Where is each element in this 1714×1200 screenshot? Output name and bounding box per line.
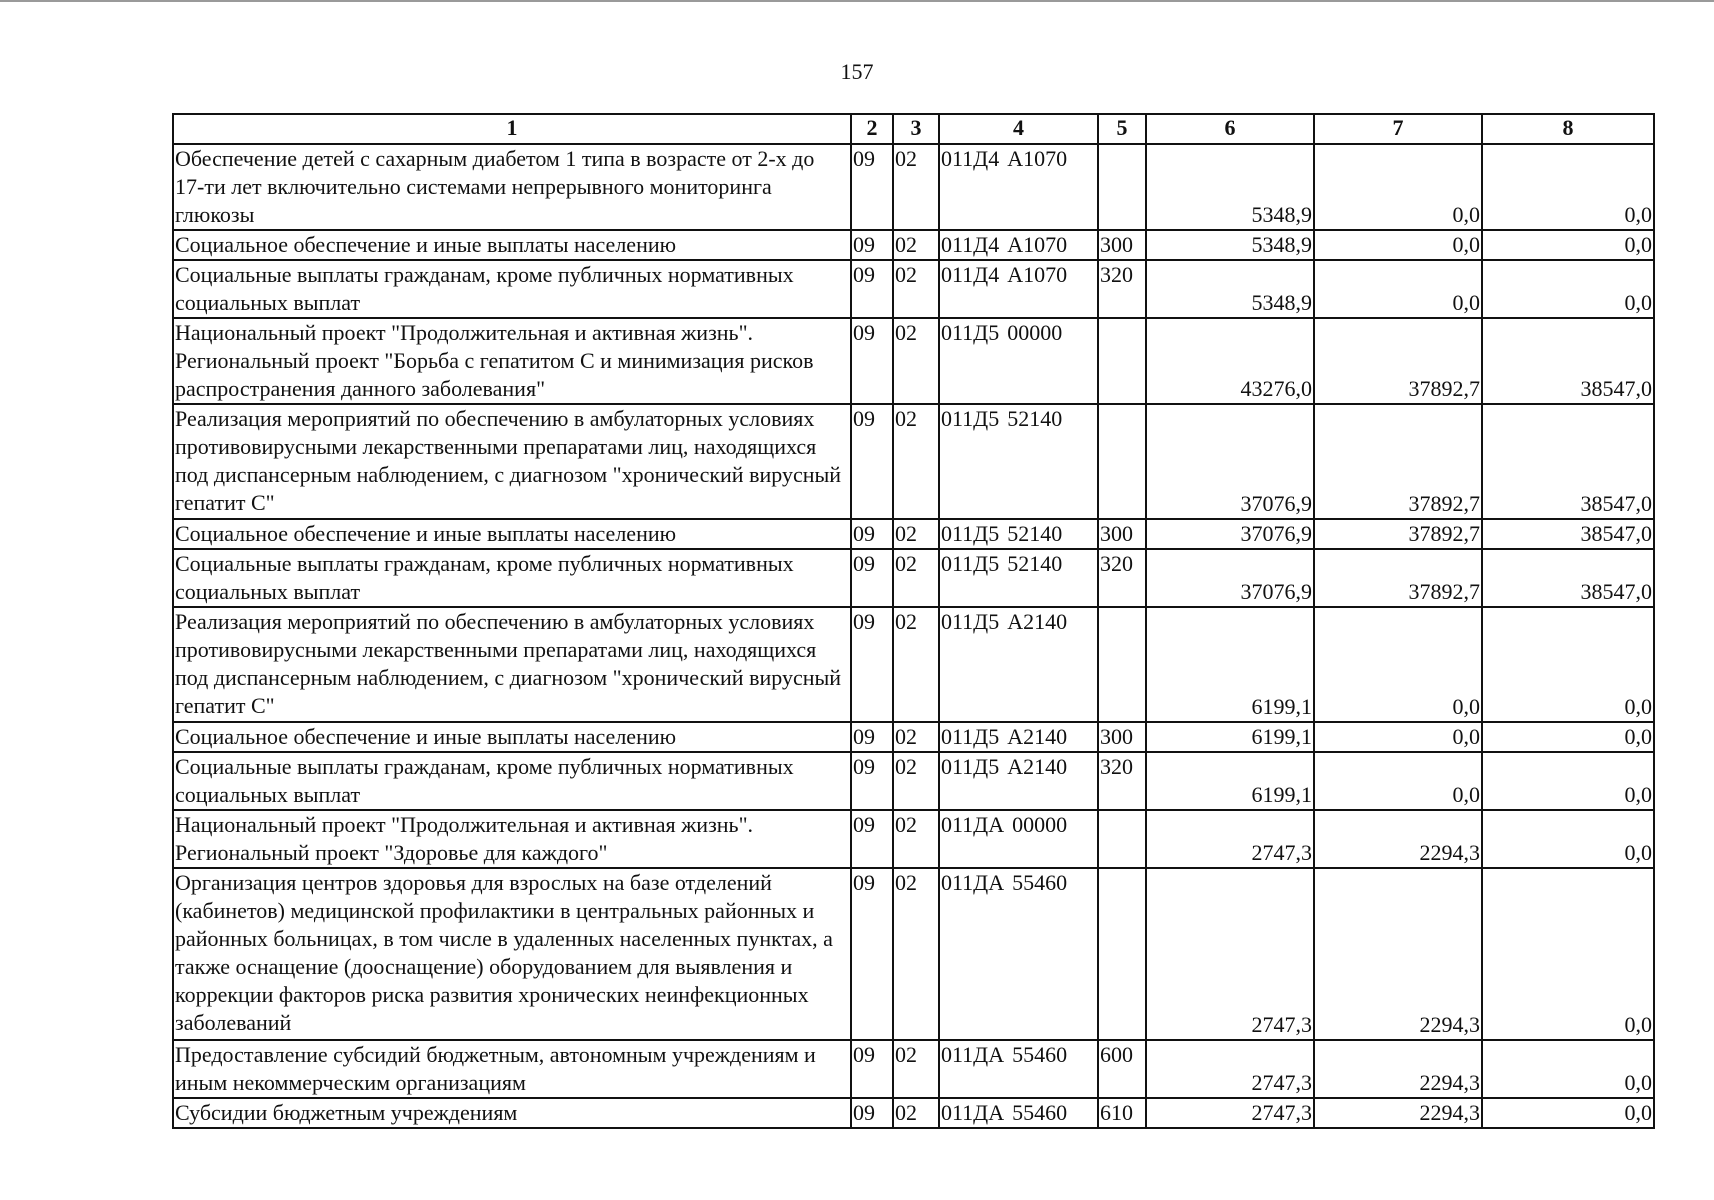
row-expense-type-code (1098, 318, 1146, 404)
row-amount-col8: 38547,0 (1482, 404, 1654, 519)
row-amount-col7: 2294,3 (1314, 1040, 1482, 1098)
target-article-program-code: 011Д4 (941, 262, 1000, 287)
table-row (173, 607, 1654, 722)
target-article-direction-code: 00000 (1007, 320, 1063, 345)
table-row (173, 1098, 1654, 1128)
row-expense-type-code: 300 (1098, 722, 1146, 752)
target-article-program-code: 011ДА (941, 1042, 1005, 1067)
row-name-cell: Социальные выплаты гражданам, кроме публичных нормативных социальных выплат (173, 549, 851, 607)
row-subsection-code: 02 (893, 607, 939, 722)
table-row (173, 519, 1654, 549)
row-target-article-code (939, 519, 1098, 549)
target-article-direction-code: А1070 (1007, 146, 1068, 171)
row-amount-col6: 37076,9 (1146, 404, 1314, 519)
row-target-article-code (939, 318, 1098, 404)
row-target-article-code (939, 722, 1098, 752)
table-row (173, 404, 1654, 519)
table-row (173, 810, 1654, 868)
row-subsection-code: 02 (893, 519, 939, 549)
table-header (173, 114, 1654, 144)
target-article-direction-code: А1070 (1007, 232, 1068, 257)
row-amount-col7: 37892,7 (1314, 519, 1482, 549)
row-name-cell: Социальные выплаты гражданам, кроме публичных нормативных социальных выплат (173, 752, 851, 810)
header-cell-2: 2 (851, 114, 893, 144)
scan-edge-line (0, 0, 1714, 2)
row-subsection-code: 02 (893, 1098, 939, 1128)
header-cell-5: 5 (1098, 114, 1146, 144)
row-amount-col6: 2747,3 (1146, 810, 1314, 868)
row-section-code: 09 (851, 607, 893, 722)
row-target-article-code (939, 752, 1098, 810)
row-name-cell: Национальный проект "Продолжительная и активная жизнь". Региональный проект "Борьба с гепатитом С и минимизация рисков распространения данного заболевания" (173, 318, 851, 404)
row-amount-col7: 0,0 (1314, 230, 1482, 260)
row-amount-col7: 0,0 (1314, 607, 1482, 722)
row-subsection-code: 02 (893, 230, 939, 260)
row-name-cell: Субсидии бюджетным учреждениям (173, 1098, 851, 1128)
row-amount-col8: 38547,0 (1482, 318, 1654, 404)
row-name-cell: Реализация мероприятий по обеспечению в амбулаторных условиях противовирусными лекарственными препаратами лиц, находящихся под диспансерным наблюдением, с диагнозом "хронический вирусный гепатит С" (173, 607, 851, 722)
table-row (173, 868, 1654, 1040)
row-section-code: 09 (851, 260, 893, 318)
row-expense-type-code: 300 (1098, 519, 1146, 549)
row-expense-type-code (1098, 404, 1146, 519)
row-section-code: 09 (851, 752, 893, 810)
row-amount-col8: 0,0 (1482, 810, 1654, 868)
row-amount-col8: 0,0 (1482, 144, 1654, 230)
row-expense-type-code: 600 (1098, 1040, 1146, 1098)
header-cell-8: 8 (1482, 114, 1654, 144)
row-name-cell: Предоставление субсидий бюджетным, автономным учреждениям и иным некоммерческим организациям (173, 1040, 851, 1098)
row-amount-col7: 0,0 (1314, 752, 1482, 810)
row-subsection-code: 02 (893, 868, 939, 1040)
target-article-direction-code: А2140 (1007, 724, 1068, 749)
row-amount-col6: 6199,1 (1146, 752, 1314, 810)
row-expense-type-code: 610 (1098, 1098, 1146, 1128)
row-amount-col6: 2747,3 (1146, 1098, 1314, 1128)
row-expense-type-code: 320 (1098, 549, 1146, 607)
row-section-code: 09 (851, 868, 893, 1040)
target-article-direction-code: 55460 (1012, 1100, 1068, 1125)
row-subsection-code: 02 (893, 1040, 939, 1098)
row-name-cell: Социальное обеспечение и иные выплаты населению (173, 230, 851, 260)
row-target-article-code (939, 404, 1098, 519)
row-amount-col6: 5348,9 (1146, 230, 1314, 260)
target-article-program-code: 011Д5 (941, 521, 1000, 546)
header-cell-7: 7 (1314, 114, 1482, 144)
row-subsection-code: 02 (893, 722, 939, 752)
row-amount-col8: 0,0 (1482, 230, 1654, 260)
row-subsection-code: 02 (893, 549, 939, 607)
row-amount-col6: 6199,1 (1146, 607, 1314, 722)
target-article-direction-code: А2140 (1007, 609, 1068, 634)
table-row (173, 549, 1654, 607)
target-article-direction-code: 55460 (1012, 1042, 1068, 1067)
row-name-cell: Социальные выплаты гражданам, кроме публичных нормативных социальных выплат (173, 260, 851, 318)
row-name-cell: Социальное обеспечение и иные выплаты населению (173, 722, 851, 752)
row-amount-col8: 38547,0 (1482, 519, 1654, 549)
row-subsection-code: 02 (893, 752, 939, 810)
row-amount-col7: 37892,7 (1314, 318, 1482, 404)
row-target-article-code (939, 549, 1098, 607)
row-target-article-code (939, 230, 1098, 260)
table-row (173, 752, 1654, 810)
row-name-cell: Социальное обеспечение и иные выплаты населению (173, 519, 851, 549)
budget-table (172, 113, 1655, 1129)
row-amount-col7: 0,0 (1314, 722, 1482, 752)
target-article-program-code: 011ДА (941, 812, 1005, 837)
row-target-article-code (939, 144, 1098, 230)
target-article-direction-code: 52140 (1007, 521, 1063, 546)
row-subsection-code: 02 (893, 260, 939, 318)
row-name-cell: Организация центров здоровья для взрослых на базе отделений (кабинетов) медицинской профилактики в центральных районных и районных больницах, в том числе в удаленных населенных пунктах, а также оснащение (дооснащение) оборудованием для выявления и коррекции факторов риска развития хронических неинфекционных заболеваний (173, 868, 851, 1040)
target-article-direction-code: 52140 (1007, 406, 1063, 431)
row-amount-col6: 43276,0 (1146, 318, 1314, 404)
row-section-code: 09 (851, 519, 893, 549)
row-expense-type-code: 300 (1098, 230, 1146, 260)
row-amount-col8: 0,0 (1482, 260, 1654, 318)
row-section-code: 09 (851, 144, 893, 230)
header-cell-3: 3 (893, 114, 939, 144)
row-subsection-code: 02 (893, 318, 939, 404)
row-name-cell: Обеспечение детей с сахарным диабетом 1 типа в возрасте от 2-х до 17-ти лет включительно системами непрерывного мониторинга глюкозы (173, 144, 851, 230)
row-subsection-code: 02 (893, 144, 939, 230)
row-target-article-code (939, 260, 1098, 318)
row-amount-col6: 5348,9 (1146, 144, 1314, 230)
row-target-article-code (939, 1098, 1098, 1128)
row-amount-col7: 2294,3 (1314, 868, 1482, 1040)
row-expense-type-code (1098, 810, 1146, 868)
row-expense-type-code: 320 (1098, 260, 1146, 318)
row-section-code: 09 (851, 404, 893, 519)
target-article-direction-code: 52140 (1007, 551, 1063, 576)
target-article-program-code: 011Д5 (941, 724, 1000, 749)
row-section-code: 09 (851, 1098, 893, 1128)
target-article-program-code: 011Д5 (941, 406, 1000, 431)
table-row (173, 230, 1654, 260)
row-amount-col6: 2747,3 (1146, 1040, 1314, 1098)
target-article-direction-code: А1070 (1007, 262, 1068, 287)
header-cell-6: 6 (1146, 114, 1314, 144)
table-row (173, 260, 1654, 318)
target-article-program-code: 011Д4 (941, 232, 1000, 257)
row-section-code: 09 (851, 722, 893, 752)
row-amount-col6: 37076,9 (1146, 549, 1314, 607)
target-article-program-code: 011ДА (941, 870, 1005, 895)
row-amount-col8: 0,0 (1482, 722, 1654, 752)
row-expense-type-code (1098, 144, 1146, 230)
row-target-article-code (939, 810, 1098, 868)
row-amount-col8: 0,0 (1482, 1098, 1654, 1128)
row-amount-col6: 5348,9 (1146, 260, 1314, 318)
target-article-direction-code: 00000 (1012, 812, 1068, 837)
table-row (173, 722, 1654, 752)
header-cell-1: 1 (173, 114, 851, 144)
row-amount-col8: 0,0 (1482, 868, 1654, 1040)
target-article-direction-code: 55460 (1012, 870, 1068, 895)
target-article-program-code: 011Д5 (941, 551, 1000, 576)
row-amount-col7: 2294,3 (1314, 810, 1482, 868)
row-section-code: 09 (851, 318, 893, 404)
row-amount-col6: 6199,1 (1146, 722, 1314, 752)
row-amount-col7: 37892,7 (1314, 549, 1482, 607)
row-amount-col7: 0,0 (1314, 260, 1482, 318)
row-section-code: 09 (851, 1040, 893, 1098)
row-amount-col7: 37892,7 (1314, 404, 1482, 519)
row-section-code: 09 (851, 810, 893, 868)
row-expense-type-code (1098, 868, 1146, 1040)
row-amount-col7: 2294,3 (1314, 1098, 1482, 1128)
header-row (173, 114, 1654, 144)
table-row (173, 144, 1654, 230)
row-target-article-code (939, 868, 1098, 1040)
target-article-program-code: 011Д5 (941, 754, 1000, 779)
table-row (173, 318, 1654, 404)
target-article-direction-code: А2140 (1007, 754, 1068, 779)
header-cell-4: 4 (939, 114, 1098, 144)
table-row (173, 1040, 1654, 1098)
row-expense-type-code: 320 (1098, 752, 1146, 810)
target-article-program-code: 011Д5 (941, 609, 1000, 634)
row-amount-col8: 0,0 (1482, 752, 1654, 810)
row-subsection-code: 02 (893, 810, 939, 868)
row-name-cell: Реализация мероприятий по обеспечению в амбулаторных условиях противовирусными лекарственными препаратами лиц, находящихся под диспансерным наблюдением, с диагнозом "хронический вирусный гепатит С" (173, 404, 851, 519)
target-article-program-code: 011Д5 (941, 320, 1000, 345)
row-amount-col6: 37076,9 (1146, 519, 1314, 549)
row-section-code: 09 (851, 230, 893, 260)
target-article-program-code: 011Д4 (941, 146, 1000, 171)
target-article-program-code: 011ДА (941, 1100, 1005, 1125)
page-number: 157 (840, 59, 874, 84)
row-subsection-code: 02 (893, 404, 939, 519)
row-amount-col6: 2747,3 (1146, 868, 1314, 1040)
row-amount-col7: 0,0 (1314, 144, 1482, 230)
row-target-article-code (939, 1040, 1098, 1098)
row-name-cell: Национальный проект "Продолжительная и активная жизнь". Региональный проект "Здоровье для каждого" (173, 810, 851, 868)
row-target-article-code (939, 607, 1098, 722)
row-section-code: 09 (851, 549, 893, 607)
row-expense-type-code (1098, 607, 1146, 722)
table-body (173, 144, 1654, 1128)
row-amount-col8: 38547,0 (1482, 549, 1654, 607)
row-amount-col8: 0,0 (1482, 607, 1654, 722)
row-amount-col8: 0,0 (1482, 1040, 1654, 1098)
